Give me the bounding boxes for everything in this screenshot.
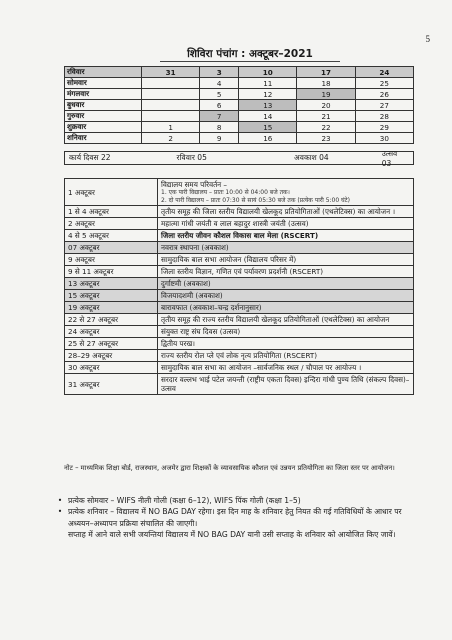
date-cell: 17 — [297, 67, 355, 78]
event-row — [65, 338, 414, 350]
event-date: 07 अक्टूबर — [65, 242, 158, 254]
date-cell: 9 — [200, 133, 239, 144]
date-cell: 23 — [297, 133, 355, 144]
event-subline: 1. एक पारी विद्यालय – प्रातः 10:00 से 04:00 बजे तक। — [161, 189, 290, 196]
event-text: दुर्गाष्टमी (अवकाश) — [158, 278, 414, 290]
date-cell: 31 — [142, 67, 200, 78]
holiday-date-cell: 15 — [239, 122, 297, 133]
event-subline: 2. दो पारी विद्यालय – प्रातः 07:30 से सायं 05:30 बजे तक (प्रत्येक पारी 5:00 घंटे) — [161, 196, 350, 204]
calendar-grid — [64, 66, 414, 144]
event-date: 24 अक्टूबर — [65, 326, 158, 338]
work-days: कार्य दिवस 22 — [69, 153, 111, 162]
weekday-label: सोमवार — [65, 78, 142, 89]
calendar-row — [65, 78, 414, 89]
date-cell: 27 — [355, 100, 413, 111]
date-cell: 1 — [142, 122, 200, 133]
weekday-label: शनिवार — [65, 133, 142, 144]
festivals-count: उत्सव 03 — [381, 148, 398, 168]
event-text-cell — [158, 179, 414, 206]
event-row — [65, 314, 414, 326]
event-date: 28–29 अक्टूबर — [65, 350, 158, 362]
event-date: 9 अक्टूबर — [65, 254, 158, 266]
event-row — [65, 206, 414, 218]
bullet-icon: • — [57, 496, 63, 505]
date-cell: 25 — [355, 78, 413, 89]
calendar-row — [65, 133, 414, 144]
event-date: 30 अक्टूबर — [65, 362, 158, 374]
event-date: 4 से 5 अक्टूबर — [65, 230, 158, 242]
bullet-text: प्रत्येक सोमवार – WIFS नीली गोली (कक्षा 6–12), WIFS पिंक गोली (कक्षा 1–5) — [68, 496, 301, 505]
event-date: 1 से 4 अक्टूबर — [65, 206, 158, 218]
event-row — [65, 230, 414, 242]
event-text: विजयादशमी (अवकाश) — [158, 290, 414, 302]
event-date: 31 अक्टूबर — [65, 374, 158, 395]
event-date: 13 अक्टूबर — [65, 278, 158, 290]
date-cell — [142, 100, 200, 111]
weekday-label: मंगलवार — [65, 89, 142, 100]
calendar-row — [65, 67, 414, 78]
event-date: 15 अक्टूबर — [65, 290, 158, 302]
event-text: जिला स्तरीय विज्ञान, गणित एवं पर्यावरण प्रदर्शनी (RSCERT) — [158, 266, 414, 278]
holiday-date-cell: 7 — [200, 111, 239, 122]
holiday-row — [65, 278, 414, 290]
page-title: शिविरा पंचांग : अक्टूबर–2021 — [160, 47, 340, 62]
event-row — [65, 374, 414, 395]
event-text: संयुक्त राष्ट्र संघ दिवस (उत्सव) — [158, 326, 414, 338]
event-text: राज्य स्तरीय रोल प्ले एवं लोक नृत्य प्रतियोगिता (RSCERT) — [158, 350, 414, 362]
event-text: विद्यालय समय परिवर्तन – — [161, 180, 228, 189]
event-text: बारावफात (अवकाश–चन्द्र दर्शनानुसार) — [158, 302, 414, 314]
date-cell: 21 — [297, 111, 355, 122]
event-date: 1 अक्टूबर — [65, 179, 158, 206]
date-cell: 2 — [142, 133, 200, 144]
event-text: सामुदायिक बाल सभा का आयोजन –सार्वजनिक स्थल / चौपाल पर आयोज्य । — [158, 362, 414, 374]
date-cell: 14 — [239, 111, 297, 122]
date-cell: 29 — [355, 122, 413, 133]
calendar-row — [65, 100, 414, 111]
weekday-label: गुरुवार — [65, 111, 142, 122]
date-cell: 5 — [200, 89, 239, 100]
date-cell: 26 — [355, 89, 413, 100]
date-cell: 18 — [297, 78, 355, 89]
event-text: जिला स्तरीय जीवन कौशल विकास बाल मेला (RSCERT) — [158, 230, 414, 242]
bullet-item — [56, 495, 428, 506]
date-cell — [142, 78, 200, 89]
instructions — [56, 495, 428, 541]
event-row — [65, 266, 414, 278]
event-row — [65, 350, 414, 362]
date-cell: 4 — [200, 78, 239, 89]
date-cell — [142, 111, 200, 122]
event-text: सामुदायिक बाल सभा आयोजन (विद्यालय परिसर में) — [158, 254, 414, 266]
holiday-date-cell: 13 — [239, 100, 297, 111]
event-text: तृतीय समूह की राज्य स्तरीय विद्यालयी खेलकूद प्रतियोगिताओं (एथलेटिक्स) का आयोजन — [158, 314, 414, 326]
date-cell: 24 — [355, 67, 413, 78]
weekday-label: शुक्रवार — [65, 122, 142, 133]
event-text: नवरात्र स्थापना (अवकाश) — [158, 242, 414, 254]
weekday-label: रविवार — [65, 67, 142, 78]
date-cell: 10 — [239, 67, 297, 78]
event-date: 19 अक्टूबर — [65, 302, 158, 314]
event-date: 22 से 27 अक्टूबर — [65, 314, 158, 326]
date-cell: 3 — [200, 67, 239, 78]
date-cell: 30 — [355, 133, 413, 144]
event-row — [65, 362, 414, 374]
bullet-text: प्रत्येक शनिवार – विद्यालय में NO BAG DAY रहेगा। इस दिन माह के शनिवार हेतु नियत की गई गतिविधियों के आधार पर अध्ययन–अध्यापन प्रक्रिया संचालित की जाएगी। — [68, 507, 402, 528]
date-cell — [142, 89, 200, 100]
calendar-row — [65, 122, 414, 133]
date-cell: 20 — [297, 100, 355, 111]
month-summary — [64, 148, 414, 168]
event-text: द्वितीय परख। — [158, 338, 414, 350]
date-cell: 22 — [297, 122, 355, 133]
page-number: 5 — [425, 34, 430, 44]
holiday-date-cell: 19 — [297, 89, 355, 100]
event-date: 25 से 27 अक्टूबर — [65, 338, 158, 350]
date-cell: 6 — [200, 100, 239, 111]
event-text: तृतीय समूह की जिला स्तरीय विद्यालयी खेलकूद प्रतियोगिताओं (एथलेटिक्स) का आयोजन । — [158, 206, 414, 218]
event-row — [65, 218, 414, 230]
sundays-count: रविवार 05 — [176, 153, 207, 162]
holiday-row — [65, 302, 414, 314]
date-cell: 8 — [200, 122, 239, 133]
bullet-icon: • — [57, 507, 63, 517]
event-row — [65, 179, 414, 206]
event-date: 9 से 11 अक्टूबर — [65, 266, 158, 278]
holiday-row — [65, 242, 414, 254]
event-row — [65, 254, 414, 266]
events-table — [64, 178, 414, 395]
holiday-row — [65, 290, 414, 302]
bullet-item — [56, 506, 428, 529]
weekday-label: बुधवार — [65, 100, 142, 111]
date-cell: 12 — [239, 89, 297, 100]
date-cell: 16 — [239, 133, 297, 144]
calendar-row — [65, 89, 414, 100]
date-cell: 28 — [355, 111, 413, 122]
closing-paragraph: सप्ताह में आने वाले सभी जयन्तियां विद्यालय में NO BAG DAY यानी उसी सप्ताह के शनिवार को आयोजित किए जावें। — [68, 530, 396, 540]
event-text: महात्मा गांधी जयंती व लाल बहादुर शास्त्री जयंती (उत्सव) — [158, 218, 414, 230]
footnote: नोट – माध्यमिक शिक्षा बोर्ड, राजस्थान, अजमेर द्वारा शिक्षकों के व्यावसायिक कौशल एवं उन्नयन प्रतियोगिता का जिला स्तर पर आयोजन। — [64, 464, 395, 472]
date-cell: 11 — [239, 78, 297, 89]
event-row — [65, 326, 414, 338]
event-date: 2 अक्टूबर — [65, 218, 158, 230]
calendar-row — [65, 111, 414, 122]
event-text: सरदार वल्लभ भाई पटेल जयन्ती (राष्ट्रीय एकता दिवस) इन्दिरा गांधी पुण्य तिथि (संकल्प दिवस)–उत्सव — [158, 374, 414, 395]
holidays-count: अवकाश 04 — [294, 153, 329, 162]
